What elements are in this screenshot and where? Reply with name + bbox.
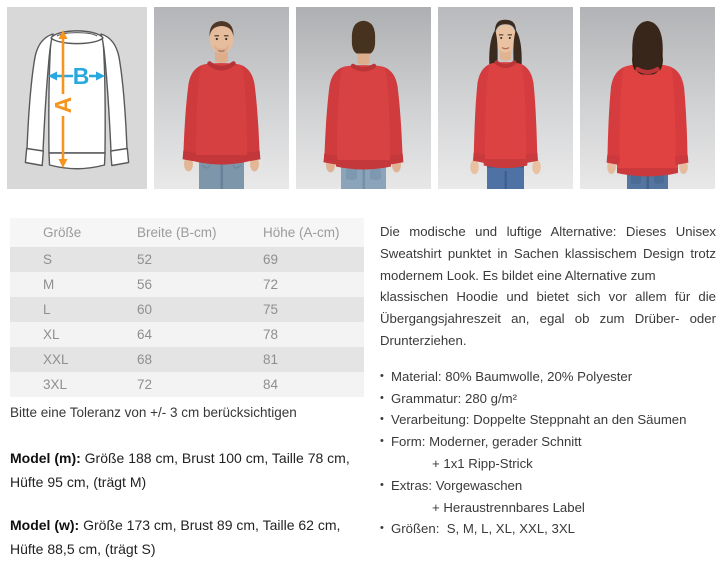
table-row-m	[10, 272, 364, 297]
model-w-label: Model (w):	[10, 517, 80, 533]
cell-width: 52	[137, 252, 153, 267]
bullet-marker: •	[380, 413, 384, 426]
diagram-label-a: A	[50, 96, 76, 114]
cell-size: S	[43, 252, 53, 267]
cell-width: 56	[137, 277, 153, 292]
tolerance-note: Bitte eine Toleranz von +/- 3 cm berücksichtigen	[10, 405, 297, 420]
feature-text: Verarbeitung: Doppelte Steppnaht an den Säumen	[391, 412, 687, 428]
model-m-info	[10, 447, 364, 494]
bullet-marker: •	[380, 369, 384, 382]
feature-subline: + 1x1 Ripp-Strick	[432, 455, 533, 471]
size-chart-table	[10, 218, 364, 397]
cell-width: 64	[137, 327, 153, 342]
model-m-label: Model (m):	[10, 450, 81, 466]
feature-form	[380, 431, 716, 475]
gallery-image-model-female-back[interactable]	[580, 7, 715, 189]
model-male-front-photo	[154, 7, 289, 189]
diagram-label-b: B	[72, 63, 90, 89]
product-feature-list	[380, 366, 716, 540]
col-header-size: Größe	[43, 225, 82, 240]
sweatshirt-measure-diagram	[7, 7, 147, 189]
cell-size: M	[43, 277, 55, 292]
sweatshirt	[183, 63, 261, 164]
jeans	[487, 165, 524, 189]
bullet-marker: •	[380, 478, 384, 491]
table-row-s	[10, 247, 364, 272]
gallery-image-model-male-front[interactable]	[154, 7, 289, 189]
feature-text: Material: 80% Baumwolle, 20% Polyester	[391, 368, 633, 384]
cell-height: 81	[263, 352, 279, 367]
description-paragraph: klassischen Hoodie und bietet sich vor allem für die Übergangsjahreszeit an, egal ob zum Drüber- oder Drunterziehen.	[380, 289, 716, 348]
gallery-image-model-female-front[interactable]	[438, 7, 573, 189]
feature-grammatur	[380, 388, 716, 410]
model-female-front-photo	[438, 7, 573, 189]
cell-height: 72	[263, 277, 279, 292]
table-header-row	[10, 218, 364, 247]
cell-size: 3XL	[43, 377, 68, 392]
cell-width: 60	[137, 302, 153, 317]
col-header-height: Höhe (A-cm)	[263, 225, 340, 240]
feature-text: Grammatur: 280 g/m²	[391, 390, 518, 406]
bullet-marker: •	[380, 391, 384, 404]
cell-size: XXL	[43, 352, 69, 367]
gallery-image-size-diagram[interactable]	[7, 7, 147, 189]
sweatshirt	[324, 65, 404, 169]
feature-text: Größen: S, M, L, XL, XXL, 3XL	[391, 521, 575, 537]
model-male-back-photo	[296, 7, 431, 189]
sweatshirt	[607, 64, 689, 176]
cell-height: 84	[263, 377, 279, 392]
sweatshirt	[473, 62, 538, 168]
cell-size: XL	[43, 327, 60, 342]
feature-text: Form: Moderner, gerader Schnitt	[391, 434, 582, 450]
feature-subline: + Heraustrennbares Label	[432, 499, 585, 515]
size-info-column	[10, 218, 364, 561]
feature-text: Extras: Vorgewaschen	[391, 477, 523, 493]
table-row-xxl	[10, 347, 364, 372]
feature-groessen	[380, 518, 716, 540]
gallery-image-model-male-back[interactable]	[296, 7, 431, 189]
col-header-width: Breite (B-cm)	[137, 225, 217, 240]
model-w-details: Größe 173 cm, Brust 89 cm, Taille 62 cm, Hüfte 88,5 cm, (trägt S)	[10, 517, 341, 557]
head	[210, 21, 234, 54]
cell-width: 68	[137, 352, 153, 367]
cell-height: 69	[263, 252, 279, 267]
head	[632, 21, 663, 75]
cell-width: 72	[137, 377, 153, 392]
feature-extras	[380, 475, 716, 519]
product-description-column	[380, 221, 716, 540]
table-row-l	[10, 297, 364, 322]
model-female-back-photo	[580, 7, 715, 189]
cell-height: 78	[263, 327, 279, 342]
feature-material	[380, 366, 716, 388]
bullet-marker: •	[380, 435, 384, 448]
product-image-gallery	[7, 7, 715, 189]
model-m-details: Größe 188 cm, Brust 100 cm, Taille 78 cm, Hüfte 95 cm, (trägt M)	[10, 450, 350, 490]
bullet-marker: •	[380, 522, 384, 535]
head	[352, 21, 375, 55]
table-row-xl	[10, 322, 364, 347]
table-row-3xl	[10, 372, 364, 397]
cell-size: L	[43, 302, 51, 317]
description-paragraph: Die modische und luftige Alternative: Dieses Unisex Sweatshirt punktet in Sachen klassischem Design trotz modernem Look. Es bildet eine Alternative zum	[380, 224, 716, 283]
model-w-info	[10, 514, 364, 561]
feature-verarbeitung	[380, 409, 716, 431]
cell-height: 75	[263, 302, 279, 317]
